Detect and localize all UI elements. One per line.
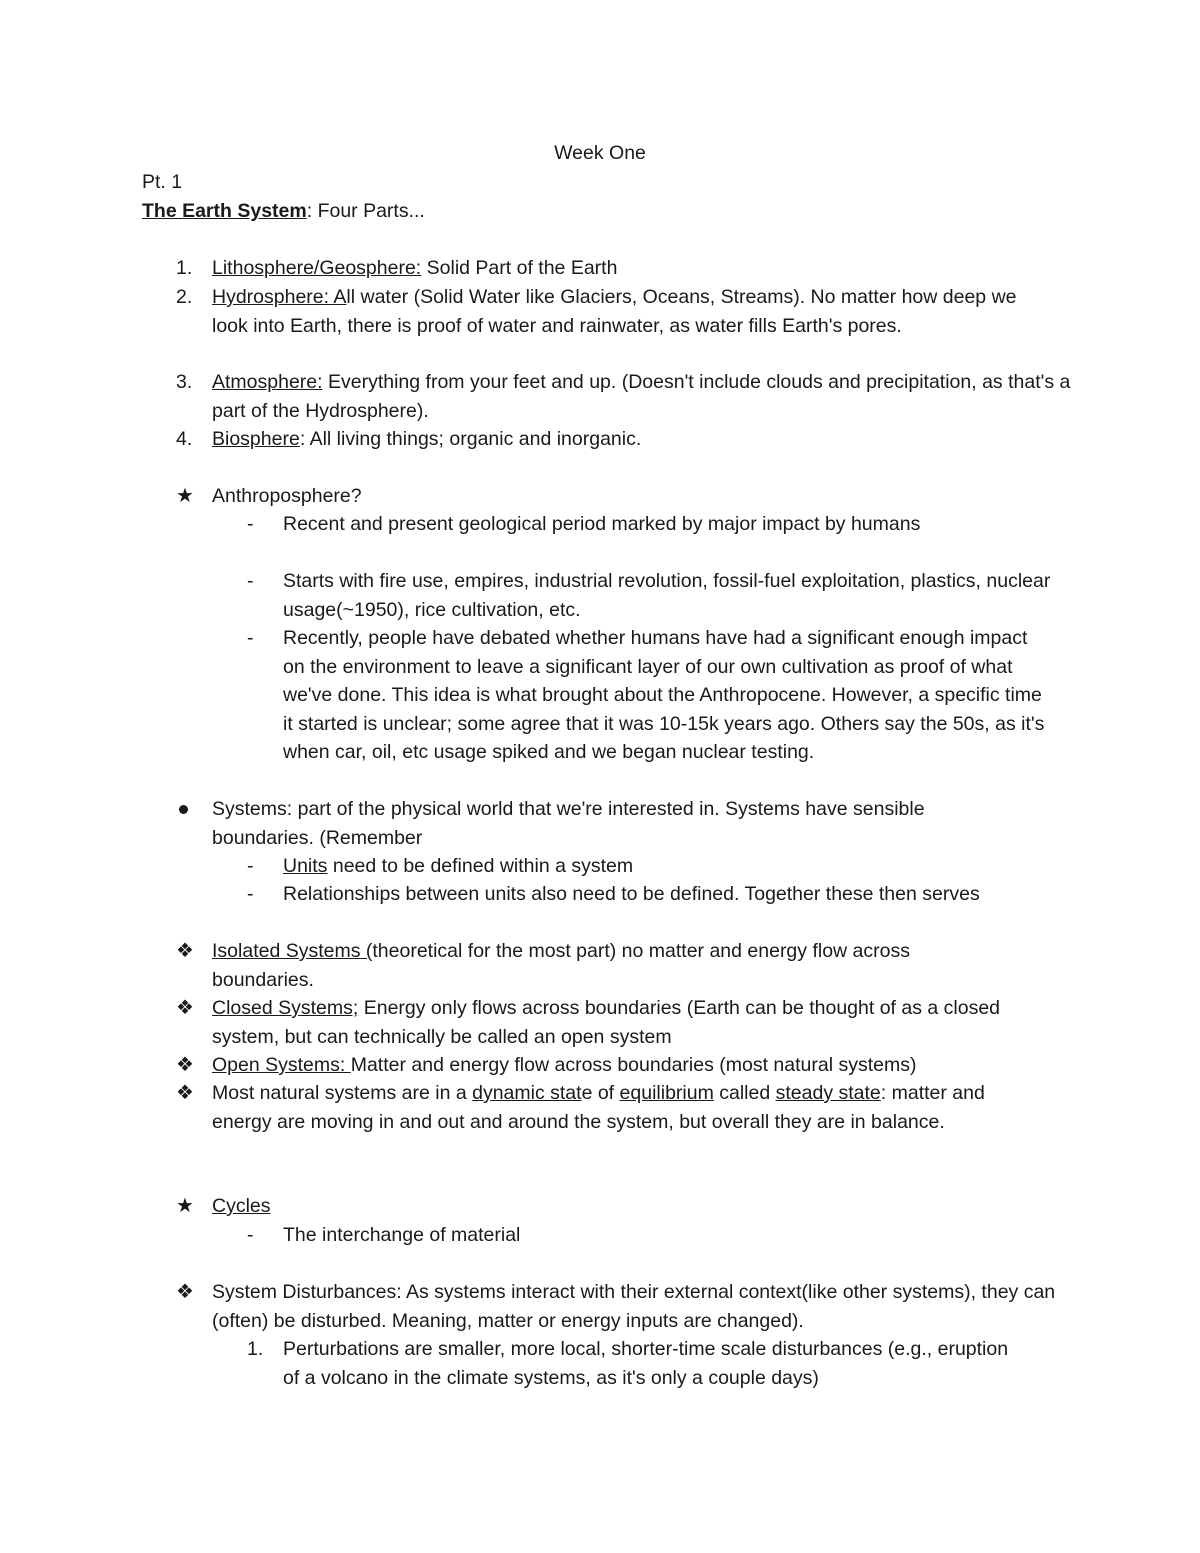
diamond-icon: ❖ — [176, 940, 194, 962]
part-label: Pt. 1 — [142, 171, 183, 193]
description: Matter and energy flow across boundaries (most natural systems) — [350, 1054, 917, 1076]
dash-icon: - — [247, 855, 254, 877]
dash-icon: - — [247, 1224, 254, 1246]
term: dynamic stat — [472, 1082, 582, 1104]
anthro-point: Recent and present geological period marked by major impact by humans — [283, 513, 921, 535]
description: : All living things; organic and inorganic. — [299, 428, 642, 450]
dash-icon: - — [247, 570, 254, 592]
term: Biosphere — [212, 428, 300, 450]
heading-rest: : Four Parts... — [306, 200, 425, 222]
page-title: Week One — [554, 142, 646, 164]
description: Everything from your feet and up. (Doesn't include clouds and precipitation, as that's a part of the Hydrosphere). — [212, 371, 1071, 422]
anthro-point: Starts with fire use, empires, industrial revolution, fossil-fuel exploitation, plastics, nuclear usage(~1950), rice cultivation, etc. — [283, 570, 1051, 621]
dash-icon: - — [247, 627, 254, 649]
description: Energy only flows across boundaries (Earth can be thought of as a closed system, but can technically be called an open system — [212, 997, 1001, 1048]
systems-text: Systems: part of the physical world that we're interested in. Systems have sensible boundaries. (Remember — [212, 798, 925, 849]
section-heading — [142, 197, 425, 226]
dash-icon: - — [247, 513, 254, 535]
bullet-dot-icon — [176, 795, 188, 824]
cycles-label: Cycles — [212, 1195, 271, 1217]
list-number: 1. — [247, 1338, 264, 1360]
heading-bold: The Earth System — [142, 200, 307, 222]
list-number: 1. — [176, 257, 193, 279]
list-number: 3. — [176, 371, 193, 393]
term: Hydrosphere: A — [212, 286, 347, 308]
list-number: 4. — [176, 428, 193, 450]
star-icon: ★ — [176, 1195, 194, 1217]
document-page: Week One Pt. 1 The Earth System: Four Parts... 1. Lithosphere/Geosphere: Solid Part of the Earth 2. Hydrosphere: All water (Solid Water like Glaciers, Oceans, Streams). No matter how deep we look into Earth, there is proof of water and rainwater, as water fills Earth's pores. 3. Atmosphere: Everything from your feet and up. (Doesn't include clouds and precipitation, as that's a part of the Hydrosphere). 4. Biosphere: All living things; organic and inorganic. ★ Anthroposphere? - Recent and present geological period marked by major impact by humans - Starts with fire use, empires, industrial revolution, fossil-fuel exploitation, plastics, nuclear usage(~1950), rice cultivation, etc. - Recently, people have debated whether humans have had a significant enough impact on the environment to leave a significant layer of our own cultivation as proof of what we've done. This idea is what brought about the Anthropocene. However, a specific time it started is unclear; some agree that it was 10-15k years ago. Others say the 50s, as it's when car, oil, etc usage spiked and we began nuclear testing. Systems: part of the physical world that we're interested in. Systems have sensible boundaries. (Remember - Units need to be defined within a system - Relationships between units also need to be defined. Together these then serves ❖ Isolated Systems (theoretical for the most part) no matter and energy flow across boundaries. ❖ Closed Systems; Energy only flows across boundaries (Earth can be thought of as a closed system, but can technically be called an open system ❖ Open Systems: Matter and energy flow across boundaries (most natural systems) ❖ Most natural systems are in a dynamic state of equilibrium called steady state: matter and energy are moving in and out and around the system, but overall they are in balance. ★ Cycles - The interchange of material ❖ System Disturbances: As systems interact with their external context(like other systems), they can (often) be disturbed. Meaning, matter or energy inputs are changed). 1. Perturbations are smaller, more local, shorter-time scale disturbances (e.g., eruption of a volcano in the climate systems, as it's only a couple days) — [0, 0, 1200, 1553]
anthro-point: Recently, people have debated whether humans have had a significant enough impact on the environment to leave a significant layer of our own cultivation as proof of what we've done. This idea is what brought about the Anthropocene. However, a specific time it started is unclear; some agree that it was 10-15k years ago. Others say the 50s, as it's when car, oil, etc usage spiked and we began nuclear testing. — [283, 627, 1045, 763]
dash-icon: - — [247, 883, 254, 905]
term: Closed Systems; — [212, 997, 359, 1019]
term: equilibrium — [619, 1082, 714, 1104]
description: theoretical for the most part) no matter and energy flow across boundaries. — [212, 940, 910, 991]
diamond-icon: ❖ — [176, 1054, 194, 1076]
term: Units — [283, 855, 328, 877]
diamond-icon: ❖ — [176, 1082, 194, 1104]
term: Isolated Systems ( — [212, 940, 373, 962]
disturbances-text: System Disturbances: As systems interact with their external context(like other systems), they can (often) be disturbed. Meaning, matter or energy inputs are changed). — [212, 1281, 1056, 1332]
diamond-icon: ❖ — [176, 1281, 194, 1303]
term: Lithosphere/Geosphere: — [212, 257, 422, 279]
relationships-text: Relationships between units also need to be defined. Together these then serves — [283, 883, 980, 905]
anthro-label: Anthroposphere? — [212, 485, 362, 507]
description: Solid Part of the Earth — [421, 257, 618, 279]
diamond-icon: ❖ — [176, 997, 194, 1019]
star-icon: ★ — [176, 485, 194, 507]
term: Open Systems: — [212, 1054, 351, 1076]
term: steady state — [775, 1082, 881, 1104]
list-number: 2. — [176, 286, 193, 308]
description: ll water (Solid Water like Glaciers, Oceans, Streams). No matter how deep we look into Earth, there is proof of water and rainwater, as water fills Earth's pores. — [212, 286, 1017, 337]
disturbance-item: Perturbations are smaller, more local, shorter-time scale disturbances (e.g., eruption of a volcano in the climate systems, as it's only a couple days) — [283, 1338, 1009, 1389]
term: Atmosphere: — [212, 371, 323, 393]
description: need to be defined within a system — [327, 855, 634, 877]
cycles-point: The interchange of material — [283, 1224, 521, 1246]
